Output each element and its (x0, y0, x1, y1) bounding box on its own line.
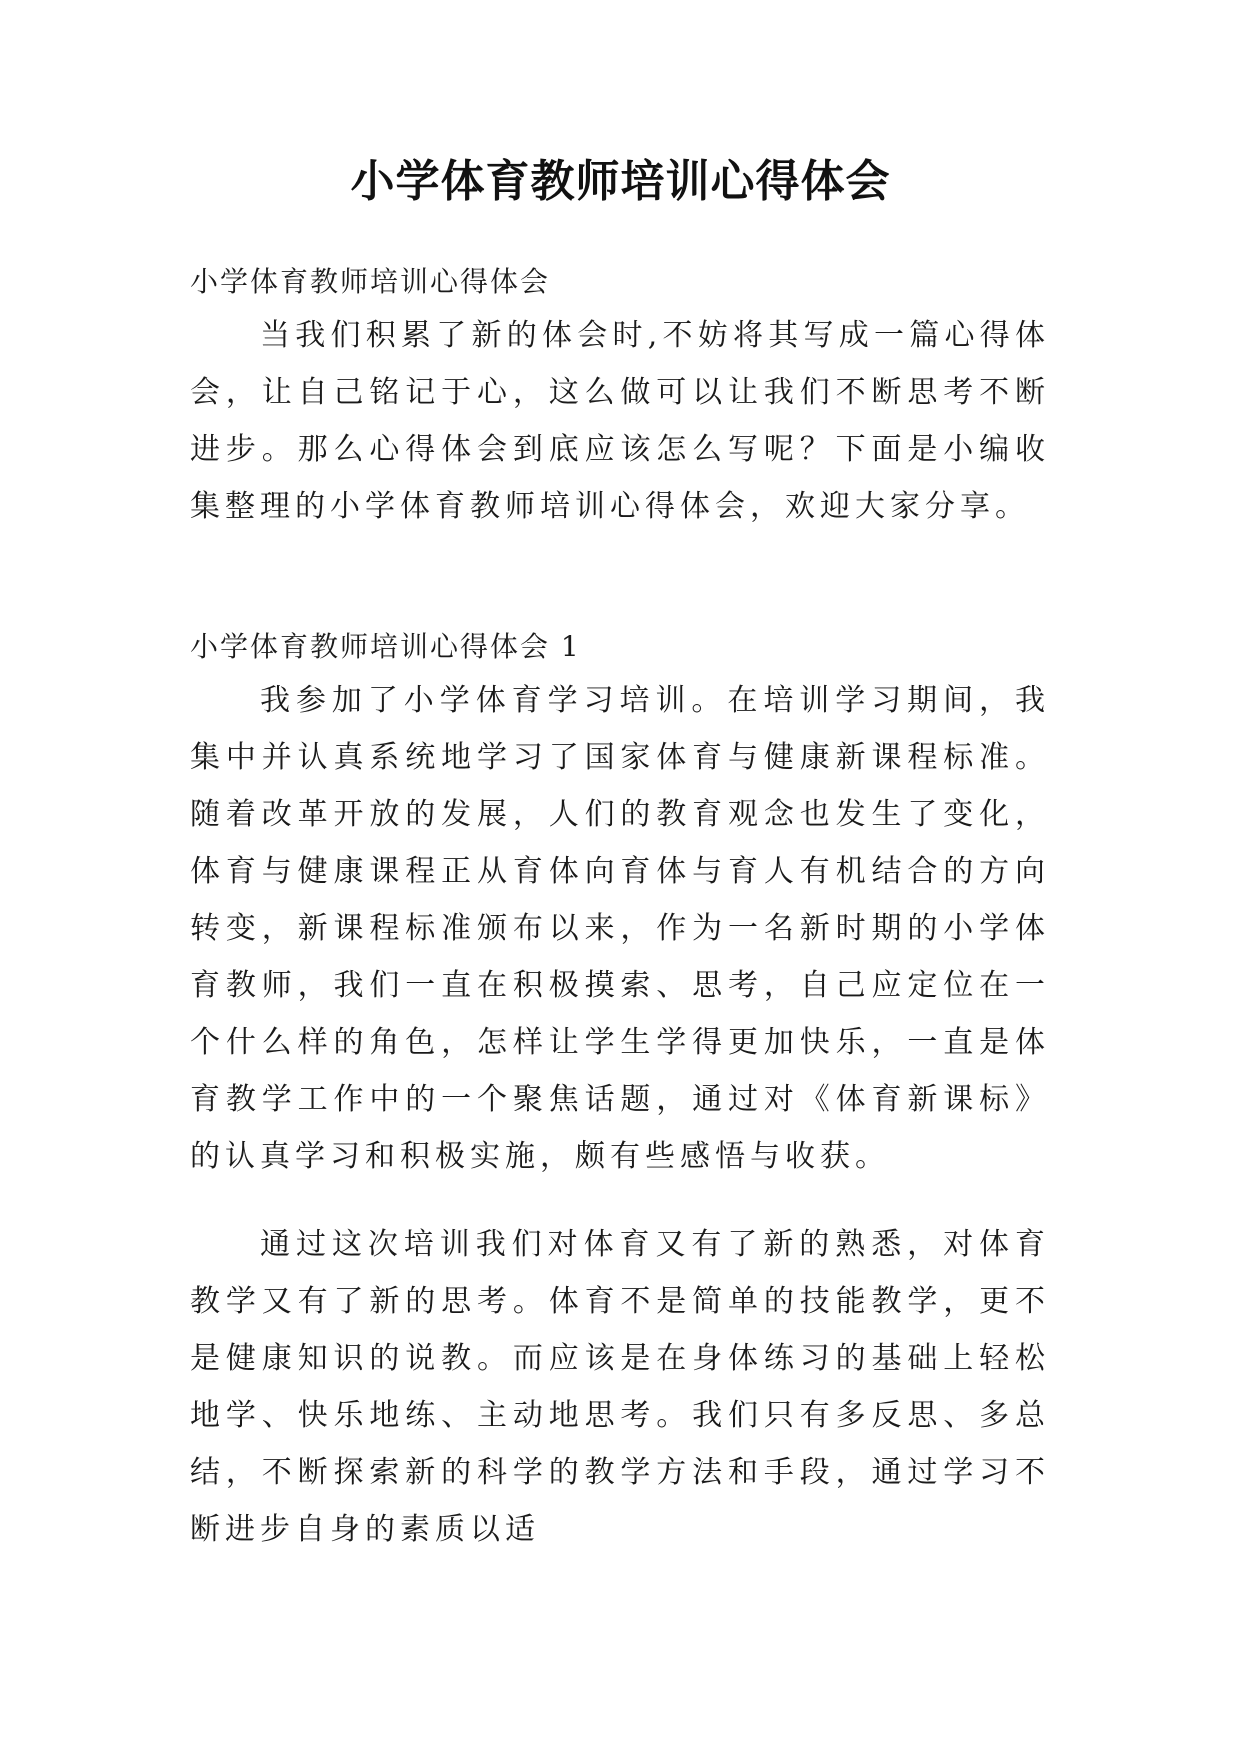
section-1-paragraph-1: 我参加了小学体育学习培训。在培训学习期间，我集中并认真系统地学习了国家体育与健康新课程标准。随着改革开放的发展，人们的教育观念也发生了变化，体育与健康课程正从育体向育体与育人有机结合的方向转变，新课程标准颁布以来，作为一名新时期的小学体育教师，我们一直在积极摸索、思考，自己应定位在一个什么样的角色，怎样让学生学得更加快乐，一直是体育教学工作中的一个聚焦话题，通过对《体育新课标》的认真学习和积极实施，颇有些感悟与收获。 (190, 683, 1050, 1174)
document-title: 小学体育教师培训心得体会 (350, 156, 891, 207)
intro-heading: 小学体育教师培训心得体会 (190, 265, 551, 298)
section-1-paragraph-2: 通过这次培训我们对体育又有了新的熟悉，对体育教学又有了新的思考。体育不是简单的技能教学，更不是健康知识的说教。而应该是在身体练习的基础上轻松地学、快乐地练、主动地思考。我们只有多反思、多总结，不断探索新的科学的教学方法和手段，通过学习不断进步自身的素质以适 (190, 1227, 1050, 1547)
section-1-heading: 小学体育教师培训心得体会 1 (190, 630, 581, 663)
intro-paragraph: 当我们积累了新的体会时,不妨将其写成一篇心得体会，让自己铭记于心，这么做可以让我们不断思考不断进步。那么心得体会到底应该怎么写呢？下面是小编收集整理的小学体育教师培训心得体会，欢迎大家分享。 (190, 318, 1050, 524)
